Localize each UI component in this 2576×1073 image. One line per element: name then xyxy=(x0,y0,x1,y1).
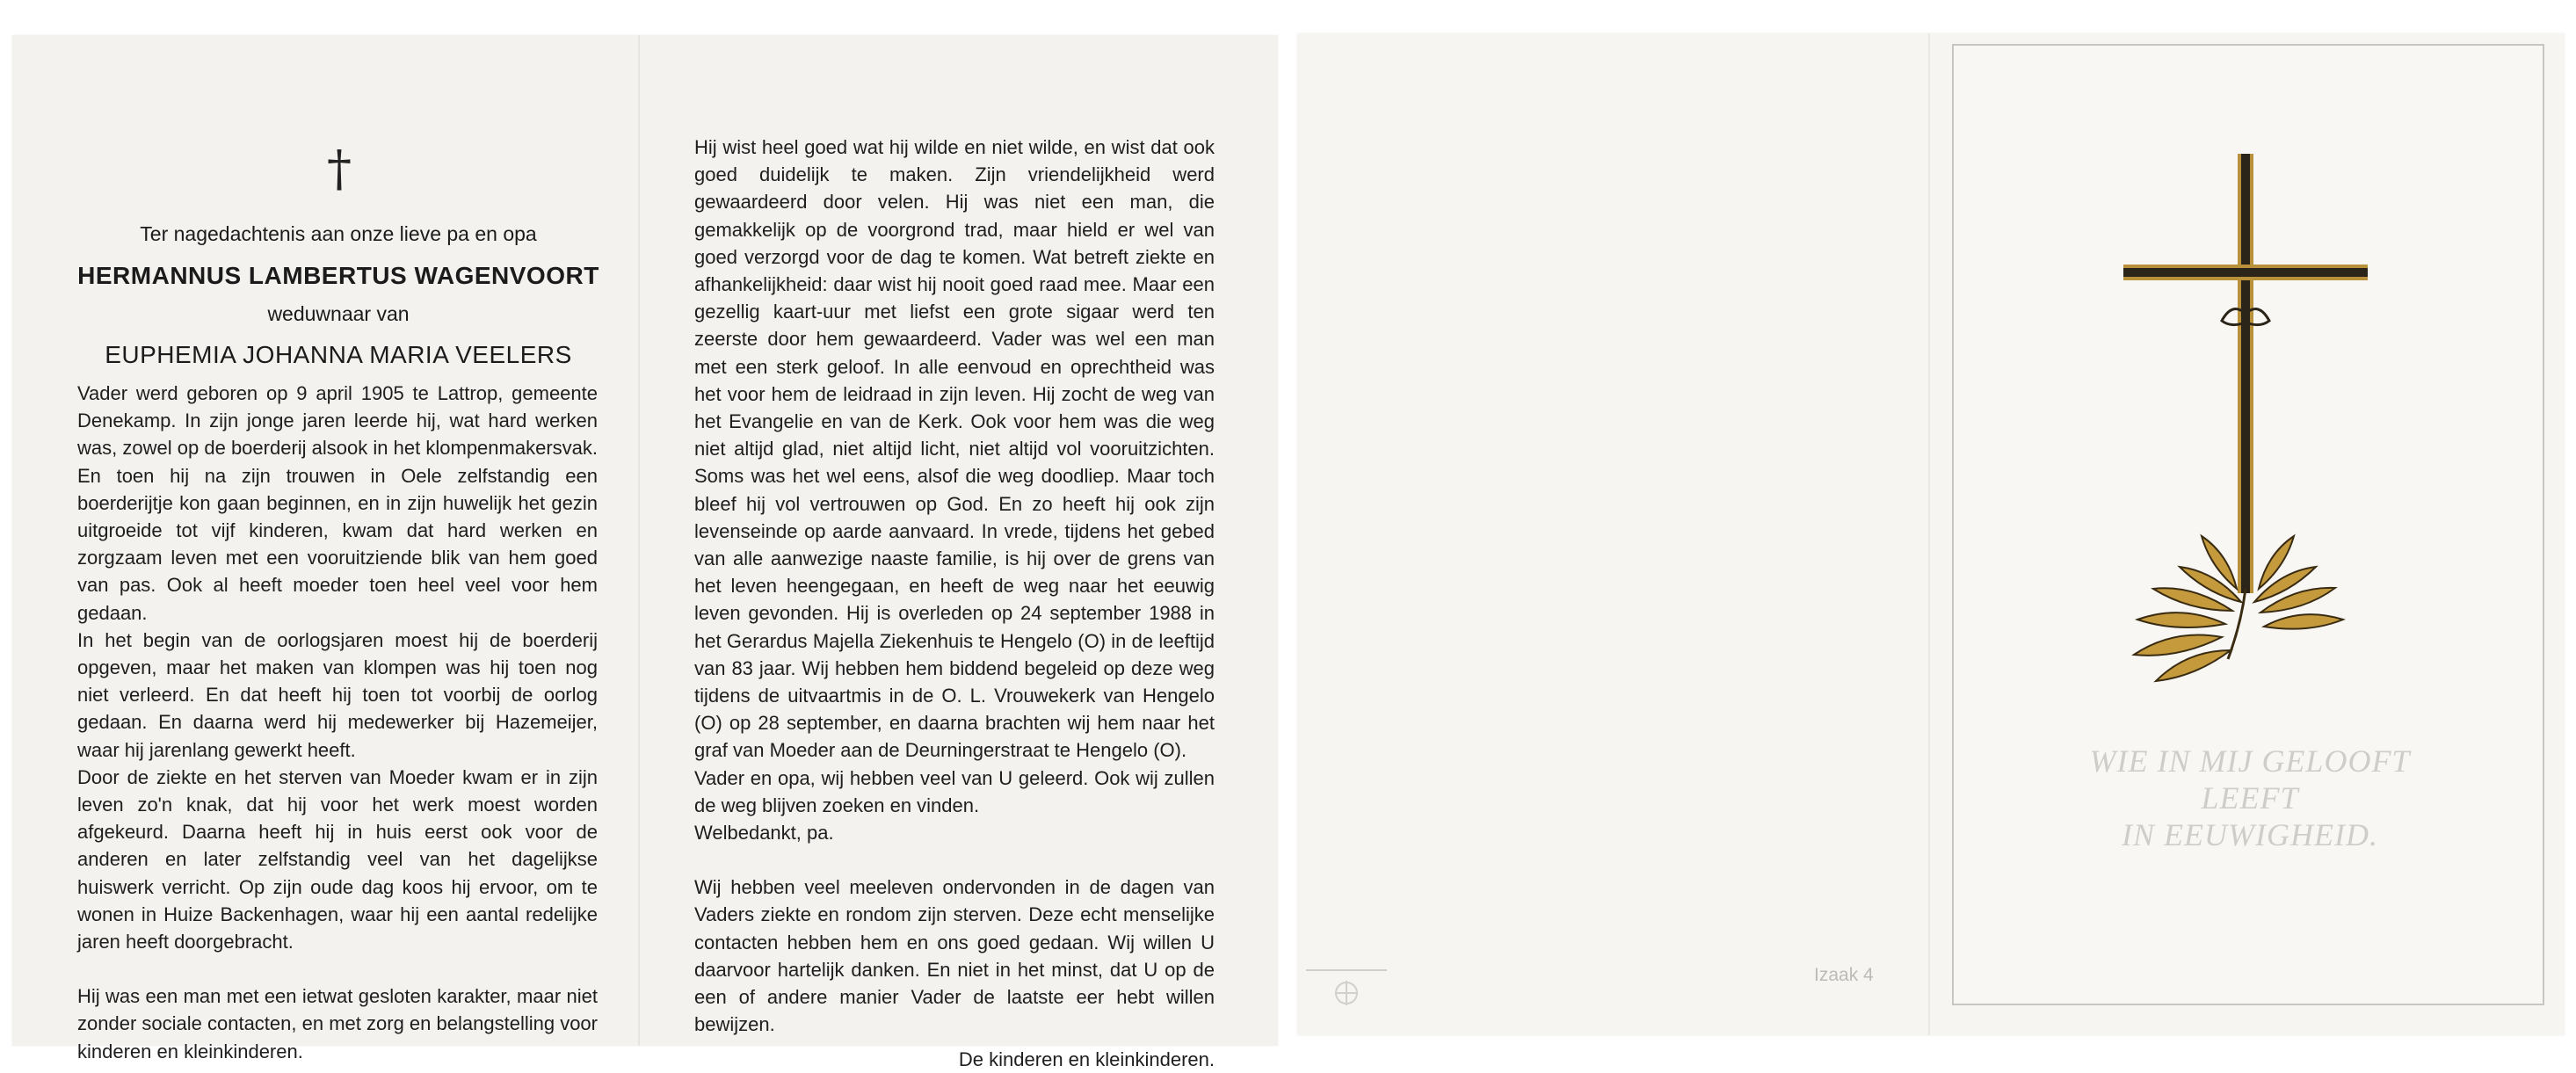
embossed-motto xyxy=(2021,743,2478,853)
biography-paragraph: Vader werd geboren op 9 april 1905 te Lattrop, gemeente Denekamp. In zijn jonge jaren leerde hij, wat hard werken was, zowel op de boerderij alsook in het klompenmakersvak. En toen hij na zijn trouwen in Oele zelfstandig een boerderijtje kon gaan beginnen, en in zijn huwelijk het gezin uitgroeide tot vijf kinderen, kwam dat hard werken en zorgzaam leven met een vooruitziende blik van hem goed van pas. Ook al heeft moeder toen heel veel voor hem gedaan. xyxy=(77,382,598,624)
biography-paragraph: Vader en opa, wij hebben veel van U geleerd. Ook wij zullen de weg blijven zoeken en vinden. xyxy=(694,766,1215,816)
deceased-name: HERMANNUS LAMBERTUS WAGENVOORT xyxy=(77,262,599,289)
closing-line: Welbedankt, pa. xyxy=(694,822,834,845)
thanks-paragraph: Wij hebben veel meeleven ondervonden in de dagen van Vaders ziekte en rondom zijn sterven. Deze echt menselijke contacten hebben hem en ons goed gedaan. Wij willen U daarvoor hartelijk danken. En niet in het minst, dat U op de een of andere manier Vader de laatste eer hebt willen bewijzen. xyxy=(694,876,1215,1036)
spouse-name: EUPHEMIA JOHANNA MARIA VEELERS xyxy=(105,341,572,368)
fold-line xyxy=(1928,33,1930,1035)
motto-line: IN EEUWIGHEID. xyxy=(2122,817,2378,852)
small-cross-icon: † xyxy=(327,141,352,198)
biography-paragraph: Hij wist heel goed wat hij wilde en niet wilde, en wist dat ook goed duidelijk te maken. Zijn vriendelijkheid werd gewaardeerd door velen. Hij was niet een man, die gemakkelijk op de voorgrond trad, maar hield er wel van goed verzorgd voor de dag te komen. Wat betreft ziekte en afhankelijkheid: daar wist hij nooit goed raad mee. Maar een gezellig kaart-uur met liefst een grote sigaar werd ten zeerste door hem gewaardeerd. Vader was wel een man met een sterk geloof. In alle eenvoud en oprechtheid was het voor hem de leidraad in zijn leven. Hij zocht de weg van het Evangelie en van de Kerk. Ook voor hem was die weg niet altijd glad, niet altijd licht, niet altijd vol vooruitzichten. Soms was het wel eens, alsof die weg doodliep. Maar toch bleef hij vol vertrouwen op God. En zo heeft hij ook zijn levenseinde op aarde aanvaard. In vrede, tijdens het gebed van alle aanwezige naaste familie, is hij over de grens van het leven heengegaan, en heeft de weg naar het eeuwig leven gevonden. Hij is overleden op 24 september 1988 in het Gerardus Majella Ziekenhuis te Hengelo (O) in de leeftijd van 83 jaar. Wij hebben hem biddend begeleid op deze weg tijdens de uitvaartmis in de O. L. Vrouwekerk van Hengelo (O) op 28 september, en daarna brachten wij hem naar het graf van Moeder aan de Deurningerstraat te Hengelo (O). xyxy=(694,136,1215,762)
fold-line xyxy=(638,35,640,1046)
biography-column-1 xyxy=(77,380,598,1065)
printer-code: Izaak 4 xyxy=(1814,965,1874,985)
biography-column-2 xyxy=(694,134,1215,1073)
dedication-line: Ter nagedachtenis aan onze lieve pa en opa xyxy=(140,222,537,245)
biography-paragraph: Hij was een man met een ietwat gesloten karakter, maar niet zonder sociale contacten, en met zorg en belangstelling voor kinderen en kleinkinderen. xyxy=(77,985,598,1062)
biography-paragraph: In het begin van de oorlogsjaren moest hij de boerderij opgeven, maar het maken van klompen was hij toen nog niet verleerd. En dat heeft hij toen tot voorbij de oorlog gedaan. En daarna werd hij medewerker bij Hazemeijer, waar hij jarenlang gewerkt heeft. xyxy=(77,628,598,761)
publisher-logo-icon xyxy=(1299,958,1396,1011)
motto-line: LEEFT xyxy=(2201,780,2299,816)
cross-with-laurel-icon xyxy=(2109,145,2382,690)
biography-paragraph: Door de ziekte en het sterven van Moeder kwam er in zijn leven zo'n knak, dat hij voor het werk moest worden afgekeurd. Daarna heeft hij in huis eerst ook voor de anderen en later zelfstandig veel van het dagelijkse huiswerk verricht. Op zijn oude dag koos hij ervoor, om te wonen in Huize Backenhagen, waar hij een aantal redelijke jaren heeft doorgebracht. xyxy=(77,765,598,953)
signoff: De kinderen en kleinkinderen. xyxy=(958,1048,1215,1070)
motto-line: WIE IN MIJ GELOOFT xyxy=(2089,743,2411,779)
widow-of-label: weduwnaar van xyxy=(267,302,410,325)
